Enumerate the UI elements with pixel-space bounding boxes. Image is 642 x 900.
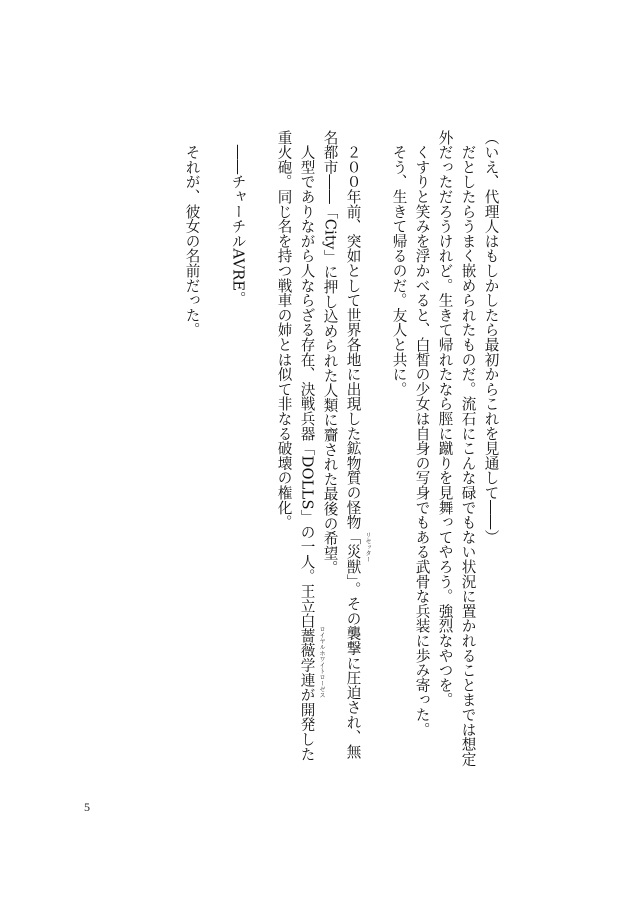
ruby-annotation: リセッター bbox=[364, 532, 371, 562]
paragraph-line: くすりと笑みを浮かべると、白皙の少女は自身の写身でもある武骨な兵装に歩み寄った。 bbox=[413, 130, 431, 737]
paragraph-line: ――チャーチルAVRE。 bbox=[229, 130, 247, 306]
paragraph-line: （いえ、代理人はもしかしたら最初からこれを見通して――） bbox=[482, 130, 500, 545]
paragraph-line: 名都市――「City」に押し込められた人類に齎された最後の希望。 bbox=[321, 130, 339, 576]
paragraph-line: 人型でありながら人ならざる存在、決戦兵器「DOLLS」の一人。王立白薔薇学連が開発した bbox=[298, 130, 316, 762]
page-number: 5 bbox=[84, 800, 90, 814]
ruby-annotation: ロイヤルホワイトローゼス bbox=[318, 626, 325, 698]
paragraph-line: だとしたらうまく嵌められたものだ。流石にこんな碌でもない状況に置かれることまでは想定 bbox=[459, 130, 477, 767]
paragraph-line: ２００年前、突如として世界各地に出現した鉱物質の怪物「災獣」。その襲撃に圧迫され、無 bbox=[344, 130, 362, 760]
paragraph-line: 重火砲。同じ名を持つ戦車の姉とは似て非なる破壊の権化。 bbox=[275, 130, 293, 530]
paragraph-line: それが、彼女の名前だった。 bbox=[183, 130, 201, 338]
paragraph-line: 外だっただろうけれど。生きて帰れたなら脛に蹴りを見舞ってやろう。強烈なやつを。 bbox=[436, 130, 454, 708]
paragraph-line: そう、生きて帰るのだ。友人と共に。 bbox=[390, 130, 408, 397]
